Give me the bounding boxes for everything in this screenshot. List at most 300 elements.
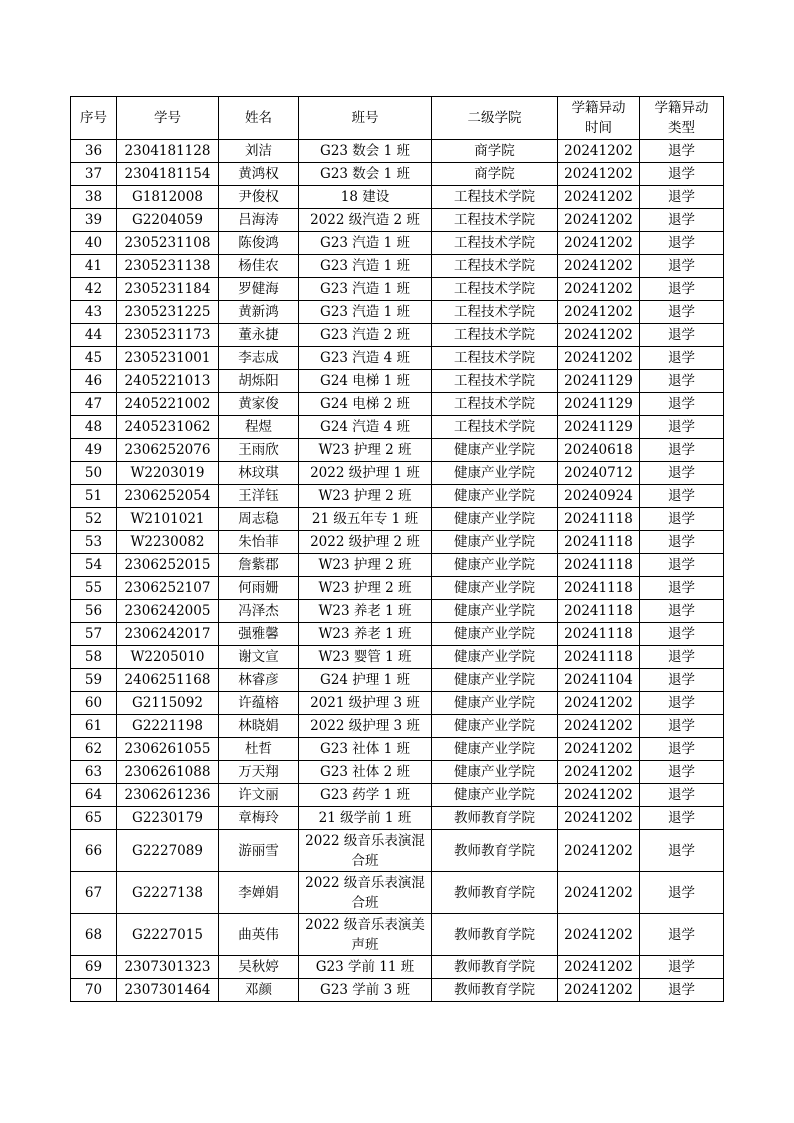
cell-change-type: 退学: [640, 255, 724, 278]
cell-change-date: 20241118: [558, 554, 640, 577]
cell-name: 冯泽杰: [219, 600, 299, 623]
cell-change-type: 退学: [640, 416, 724, 439]
cell-change-type: 退学: [640, 508, 724, 531]
table-row: [71, 807, 724, 830]
cell-class: 2022 级护理 3 班: [299, 715, 432, 738]
cell-name: 章梅玲: [219, 807, 299, 830]
cell-change-date: 20241202: [558, 163, 640, 186]
cell-change-date: 20241118: [558, 508, 640, 531]
cell-name: 许蕴榕: [219, 692, 299, 715]
cell-college: 健康产业学院: [432, 692, 558, 715]
cell-college: 工程技术学院: [432, 324, 558, 347]
cell-change-type: 退学: [640, 692, 724, 715]
cell-college: 商学院: [432, 163, 558, 186]
table-row: [71, 439, 724, 462]
student-status-table: [70, 96, 724, 1002]
cell-student-id: W2230082: [117, 531, 219, 554]
cell-class: G23 学前 11 班: [299, 956, 432, 979]
cell-college: 教师教育学院: [432, 807, 558, 830]
cell-index: 60: [71, 692, 117, 715]
cell-name: 胡烁阳: [219, 370, 299, 393]
cell-student-id: 2405231062: [117, 416, 219, 439]
cell-change-date: 20241202: [558, 692, 640, 715]
cell-name: 谢文宣: [219, 646, 299, 669]
cell-college: 健康产业学院: [432, 784, 558, 807]
table-row: [71, 485, 724, 508]
table-row: [71, 370, 724, 393]
cell-change-type: 退学: [640, 761, 724, 784]
header-college: [432, 97, 558, 140]
cell-college: 工程技术学院: [432, 301, 558, 324]
table-row: [71, 508, 724, 531]
cell-change-type: 退学: [640, 232, 724, 255]
cell-change-date: 20241202: [558, 738, 640, 761]
cell-index: 46: [71, 370, 117, 393]
cell-class: G23 汽造 1 班: [299, 301, 432, 324]
cell-index: 58: [71, 646, 117, 669]
cell-change-date: 20241202: [558, 830, 640, 872]
cell-change-type: 退学: [640, 163, 724, 186]
cell-index: 68: [71, 914, 117, 956]
cell-student-id: 2306242017: [117, 623, 219, 646]
cell-college: 工程技术学院: [432, 370, 558, 393]
cell-name: 杨佳农: [219, 255, 299, 278]
cell-class: G23 汽造 1 班: [299, 278, 432, 301]
cell-change-date: 20241202: [558, 979, 640, 1002]
cell-class: G23 数会 1 班: [299, 163, 432, 186]
cell-student-id: 2307301464: [117, 979, 219, 1002]
cell-class: 2022 级护理 1 班: [299, 462, 432, 485]
table-row: [71, 324, 724, 347]
cell-student-id: 2305231001: [117, 347, 219, 370]
cell-class: G23 药学 1 班: [299, 784, 432, 807]
cell-change-type: 退学: [640, 462, 724, 485]
header-label: 学籍异动: [571, 100, 626, 116]
cell-index: 53: [71, 531, 117, 554]
cell-change-type: 退学: [640, 140, 724, 163]
cell-class: 2021 级护理 3 班: [299, 692, 432, 715]
cell-change-date: 20241202: [558, 324, 640, 347]
cell-student-id: G2227138: [117, 872, 219, 914]
cell-index: 61: [71, 715, 117, 738]
cell-student-id: G2230179: [117, 807, 219, 830]
cell-change-date: 20241129: [558, 370, 640, 393]
cell-college: 工程技术学院: [432, 278, 558, 301]
cell-change-type: 退学: [640, 979, 724, 1002]
cell-class: G23 汽造 1 班: [299, 255, 432, 278]
table-row: [71, 646, 724, 669]
cell-class: 2022 级音乐表演混合班: [299, 830, 432, 872]
cell-name: 邓颜: [219, 979, 299, 1002]
cell-change-date: 20241202: [558, 807, 640, 830]
cell-college: 健康产业学院: [432, 738, 558, 761]
cell-change-date: 20241118: [558, 646, 640, 669]
cell-class: 2022 级音乐表演混合班: [299, 872, 432, 914]
cell-name: 曲英伟: [219, 914, 299, 956]
cell-class: 21 级学前 1 班: [299, 807, 432, 830]
header-label: 姓名: [245, 110, 272, 126]
cell-class: G24 电梯 1 班: [299, 370, 432, 393]
cell-college: 健康产业学院: [432, 485, 558, 508]
table-header: [71, 97, 724, 140]
cell-change-type: 退学: [640, 554, 724, 577]
cell-class: W23 护理 2 班: [299, 554, 432, 577]
header-index: [71, 97, 117, 140]
cell-change-date: 20241118: [558, 623, 640, 646]
cell-change-type: 退学: [640, 623, 724, 646]
cell-college: 工程技术学院: [432, 393, 558, 416]
cell-index: 40: [71, 232, 117, 255]
table-row: [71, 255, 724, 278]
table-row: [71, 232, 724, 255]
table-row: [71, 393, 724, 416]
cell-class: W23 护理 2 班: [299, 485, 432, 508]
cell-change-date: 20241202: [558, 872, 640, 914]
cell-college: 健康产业学院: [432, 531, 558, 554]
cell-college: 教师教育学院: [432, 956, 558, 979]
table-row: [71, 140, 724, 163]
cell-student-id: 2304181154: [117, 163, 219, 186]
table-row: [71, 872, 724, 914]
cell-student-id: 2306252076: [117, 439, 219, 462]
cell-class: W23 养老 1 班: [299, 623, 432, 646]
cell-name: 林玟琪: [219, 462, 299, 485]
table-row: [71, 278, 724, 301]
table-row: [71, 914, 724, 956]
cell-name: 黄家俊: [219, 393, 299, 416]
table-row: [71, 209, 724, 232]
cell-change-date: 20241118: [558, 600, 640, 623]
header-class: [299, 97, 432, 140]
cell-index: 56: [71, 600, 117, 623]
cell-name: 黄鸿权: [219, 163, 299, 186]
cell-change-type: 退学: [640, 186, 724, 209]
table-body: [71, 140, 724, 1002]
cell-change-type: 退学: [640, 278, 724, 301]
cell-student-id: 2306242005: [117, 600, 219, 623]
cell-change-type: 退学: [640, 209, 724, 232]
cell-change-date: 20241202: [558, 956, 640, 979]
cell-index: 55: [71, 577, 117, 600]
cell-change-type: 退学: [640, 914, 724, 956]
cell-change-date: 20241202: [558, 761, 640, 784]
cell-class: G23 汽造 2 班: [299, 324, 432, 347]
cell-name: 陈俊鸿: [219, 232, 299, 255]
cell-change-date: 20241202: [558, 255, 640, 278]
table-row: [71, 738, 724, 761]
cell-name: 王雨欣: [219, 439, 299, 462]
cell-college: 健康产业学院: [432, 623, 558, 646]
cell-student-id: 2305231225: [117, 301, 219, 324]
cell-name: 周志稳: [219, 508, 299, 531]
cell-college: 工程技术学院: [432, 232, 558, 255]
cell-change-type: 退学: [640, 872, 724, 914]
cell-student-id: 2306261088: [117, 761, 219, 784]
table-row: [71, 554, 724, 577]
cell-change-date: 20241202: [558, 914, 640, 956]
cell-college: 健康产业学院: [432, 715, 558, 738]
cell-student-id: 2307301323: [117, 956, 219, 979]
header-student-id: [117, 97, 219, 140]
cell-change-type: 退学: [640, 956, 724, 979]
cell-class: 2022 级护理 2 班: [299, 531, 432, 554]
cell-class: 21 级五年专 1 班: [299, 508, 432, 531]
cell-change-type: 退学: [640, 577, 724, 600]
cell-change-date: 20241118: [558, 531, 640, 554]
cell-class: W23 护理 2 班: [299, 439, 432, 462]
cell-index: 36: [71, 140, 117, 163]
cell-index: 66: [71, 830, 117, 872]
cell-index: 51: [71, 485, 117, 508]
cell-index: 59: [71, 669, 117, 692]
cell-class: 2022 级音乐表演美声班: [299, 914, 432, 956]
cell-change-date: 20241129: [558, 393, 640, 416]
cell-change-type: 退学: [640, 715, 724, 738]
cell-index: 52: [71, 508, 117, 531]
cell-class: G23 数会 1 班: [299, 140, 432, 163]
cell-change-date: 20241202: [558, 715, 640, 738]
cell-index: 50: [71, 462, 117, 485]
cell-student-id: W2203019: [117, 462, 219, 485]
cell-student-id: 2306261055: [117, 738, 219, 761]
cell-index: 62: [71, 738, 117, 761]
header-label: 序号: [80, 110, 107, 126]
cell-college: 工程技术学院: [432, 416, 558, 439]
cell-index: 42: [71, 278, 117, 301]
cell-index: 64: [71, 784, 117, 807]
table-row: [71, 715, 724, 738]
table-row: [71, 462, 724, 485]
cell-change-type: 退学: [640, 301, 724, 324]
cell-index: 67: [71, 872, 117, 914]
cell-student-id: G2115092: [117, 692, 219, 715]
cell-name: 詹紫郡: [219, 554, 299, 577]
cell-change-type: 退学: [640, 347, 724, 370]
cell-name: 朱怡菲: [219, 531, 299, 554]
cell-name: 罗健海: [219, 278, 299, 301]
cell-change-date: 20241118: [558, 577, 640, 600]
cell-college: 工程技术学院: [432, 255, 558, 278]
header-label: 班号: [351, 110, 379, 126]
cell-student-id: 2405221013: [117, 370, 219, 393]
cell-student-id: 2306252107: [117, 577, 219, 600]
cell-change-type: 退学: [640, 439, 724, 462]
cell-name: 游丽雪: [219, 830, 299, 872]
cell-class: W23 养老 1 班: [299, 600, 432, 623]
header-label: 学号: [154, 110, 181, 126]
cell-student-id: 2305231138: [117, 255, 219, 278]
table-row: [71, 600, 724, 623]
cell-change-type: 退学: [640, 738, 724, 761]
cell-name: 董永捷: [219, 324, 299, 347]
table-row: [71, 956, 724, 979]
cell-change-date: 20240712: [558, 462, 640, 485]
cell-college: 商学院: [432, 140, 558, 163]
cell-class: G23 学前 3 班: [299, 979, 432, 1002]
header-label: 时间: [585, 120, 612, 136]
cell-index: 37: [71, 163, 117, 186]
cell-change-date: 20241202: [558, 278, 640, 301]
cell-index: 69: [71, 956, 117, 979]
cell-name: 何雨姗: [219, 577, 299, 600]
cell-index: 39: [71, 209, 117, 232]
header-name: [219, 97, 299, 140]
cell-college: 工程技术学院: [432, 209, 558, 232]
cell-class: G24 汽造 4 班: [299, 416, 432, 439]
cell-class: 18 建设: [299, 186, 432, 209]
cell-college: 健康产业学院: [432, 669, 558, 692]
cell-student-id: 2306252054: [117, 485, 219, 508]
cell-change-type: 退学: [640, 807, 724, 830]
cell-name: 李志成: [219, 347, 299, 370]
table-row: [71, 301, 724, 324]
table-row: [71, 186, 724, 209]
cell-student-id: G2221198: [117, 715, 219, 738]
cell-class: 2022 级汽造 2 班: [299, 209, 432, 232]
cell-index: 43: [71, 301, 117, 324]
table-row: [71, 416, 724, 439]
cell-college: 教师教育学院: [432, 872, 558, 914]
cell-college: 教师教育学院: [432, 830, 558, 872]
table-row: [71, 979, 724, 1002]
header-label: 二级学院: [467, 110, 522, 126]
cell-student-id: 2406251168: [117, 669, 219, 692]
cell-index: 44: [71, 324, 117, 347]
cell-index: 38: [71, 186, 117, 209]
cell-change-type: 退学: [640, 531, 724, 554]
cell-name: 万天翔: [219, 761, 299, 784]
header-change-date: [558, 97, 640, 140]
table-row: [71, 163, 724, 186]
cell-name: 李婵娟: [219, 872, 299, 914]
cell-college: 健康产业学院: [432, 508, 558, 531]
cell-class: G24 电梯 2 班: [299, 393, 432, 416]
cell-name: 许文丽: [219, 784, 299, 807]
cell-name: 程煜: [219, 416, 299, 439]
table-row: [71, 623, 724, 646]
cell-name: 黄新鸿: [219, 301, 299, 324]
cell-class: G23 汽造 1 班: [299, 232, 432, 255]
cell-change-date: 20241202: [558, 140, 640, 163]
cell-name: 强雅馨: [219, 623, 299, 646]
cell-change-type: 退学: [640, 669, 724, 692]
cell-student-id: G2227015: [117, 914, 219, 956]
cell-index: 57: [71, 623, 117, 646]
cell-change-date: 20241202: [558, 784, 640, 807]
cell-college: 健康产业学院: [432, 600, 558, 623]
cell-name: 林睿彦: [219, 669, 299, 692]
cell-college: 健康产业学院: [432, 577, 558, 600]
table-row: [71, 761, 724, 784]
cell-name: 尹俊权: [219, 186, 299, 209]
cell-class: G23 社体 2 班: [299, 761, 432, 784]
cell-college: 教师教育学院: [432, 979, 558, 1002]
cell-index: 47: [71, 393, 117, 416]
cell-college: 健康产业学院: [432, 462, 558, 485]
cell-student-id: 2304181128: [117, 140, 219, 163]
cell-college: 工程技术学院: [432, 186, 558, 209]
table-row: [71, 692, 724, 715]
cell-change-date: 20240618: [558, 439, 640, 462]
cell-student-id: 2305231184: [117, 278, 219, 301]
cell-student-id: 2305231108: [117, 232, 219, 255]
header-label: 学籍异动: [654, 100, 709, 116]
table-row: [71, 669, 724, 692]
cell-change-date: 20241129: [558, 416, 640, 439]
cell-index: 48: [71, 416, 117, 439]
cell-name: 杜哲: [219, 738, 299, 761]
cell-change-date: 20241202: [558, 232, 640, 255]
cell-class: W23 护理 2 班: [299, 577, 432, 600]
cell-college: 健康产业学院: [432, 439, 558, 462]
cell-college: 健康产业学院: [432, 761, 558, 784]
cell-change-type: 退学: [640, 485, 724, 508]
cell-change-date: 20241202: [558, 347, 640, 370]
cell-name: 刘洁: [219, 140, 299, 163]
cell-student-id: 2306252015: [117, 554, 219, 577]
cell-student-id: W2205010: [117, 646, 219, 669]
cell-index: 49: [71, 439, 117, 462]
cell-change-type: 退学: [640, 646, 724, 669]
cell-student-id: G1812008: [117, 186, 219, 209]
cell-change-date: 20241202: [558, 301, 640, 324]
cell-student-id: G2204059: [117, 209, 219, 232]
cell-index: 63: [71, 761, 117, 784]
cell-class: G23 汽造 4 班: [299, 347, 432, 370]
cell-student-id: 2305231173: [117, 324, 219, 347]
cell-college: 健康产业学院: [432, 646, 558, 669]
cell-college: 健康产业学院: [432, 554, 558, 577]
cell-change-type: 退学: [640, 370, 724, 393]
table-row: [71, 577, 724, 600]
cell-name: 吴秋婷: [219, 956, 299, 979]
header-change-type: [640, 97, 724, 140]
cell-change-type: 退学: [640, 830, 724, 872]
cell-change-date: 20241104: [558, 669, 640, 692]
cell-college: 工程技术学院: [432, 347, 558, 370]
cell-change-date: 20241202: [558, 186, 640, 209]
table-row: [71, 347, 724, 370]
cell-index: 45: [71, 347, 117, 370]
cell-change-type: 退学: [640, 393, 724, 416]
cell-student-id: W2101021: [117, 508, 219, 531]
cell-name: 吕海涛: [219, 209, 299, 232]
table-row: [71, 531, 724, 554]
cell-change-type: 退学: [640, 324, 724, 347]
cell-student-id: G2227089: [117, 830, 219, 872]
cell-college: 教师教育学院: [432, 914, 558, 956]
cell-index: 70: [71, 979, 117, 1002]
cell-index: 54: [71, 554, 117, 577]
cell-name: 王洋钰: [219, 485, 299, 508]
header-label: 类型: [668, 120, 695, 136]
table-row: [71, 784, 724, 807]
cell-student-id: 2306261236: [117, 784, 219, 807]
cell-class: G23 社体 1 班: [299, 738, 432, 761]
cell-change-type: 退学: [640, 600, 724, 623]
cell-index: 41: [71, 255, 117, 278]
cell-change-date: 20240924: [558, 485, 640, 508]
cell-student-id: 2405221002: [117, 393, 219, 416]
cell-class: W23 婴管 1 班: [299, 646, 432, 669]
cell-change-type: 退学: [640, 784, 724, 807]
cell-name: 林晓娟: [219, 715, 299, 738]
cell-class: G24 护理 1 班: [299, 669, 432, 692]
cell-index: 65: [71, 807, 117, 830]
header-row: [71, 97, 724, 140]
cell-change-date: 20241202: [558, 209, 640, 232]
table-row: [71, 830, 724, 872]
